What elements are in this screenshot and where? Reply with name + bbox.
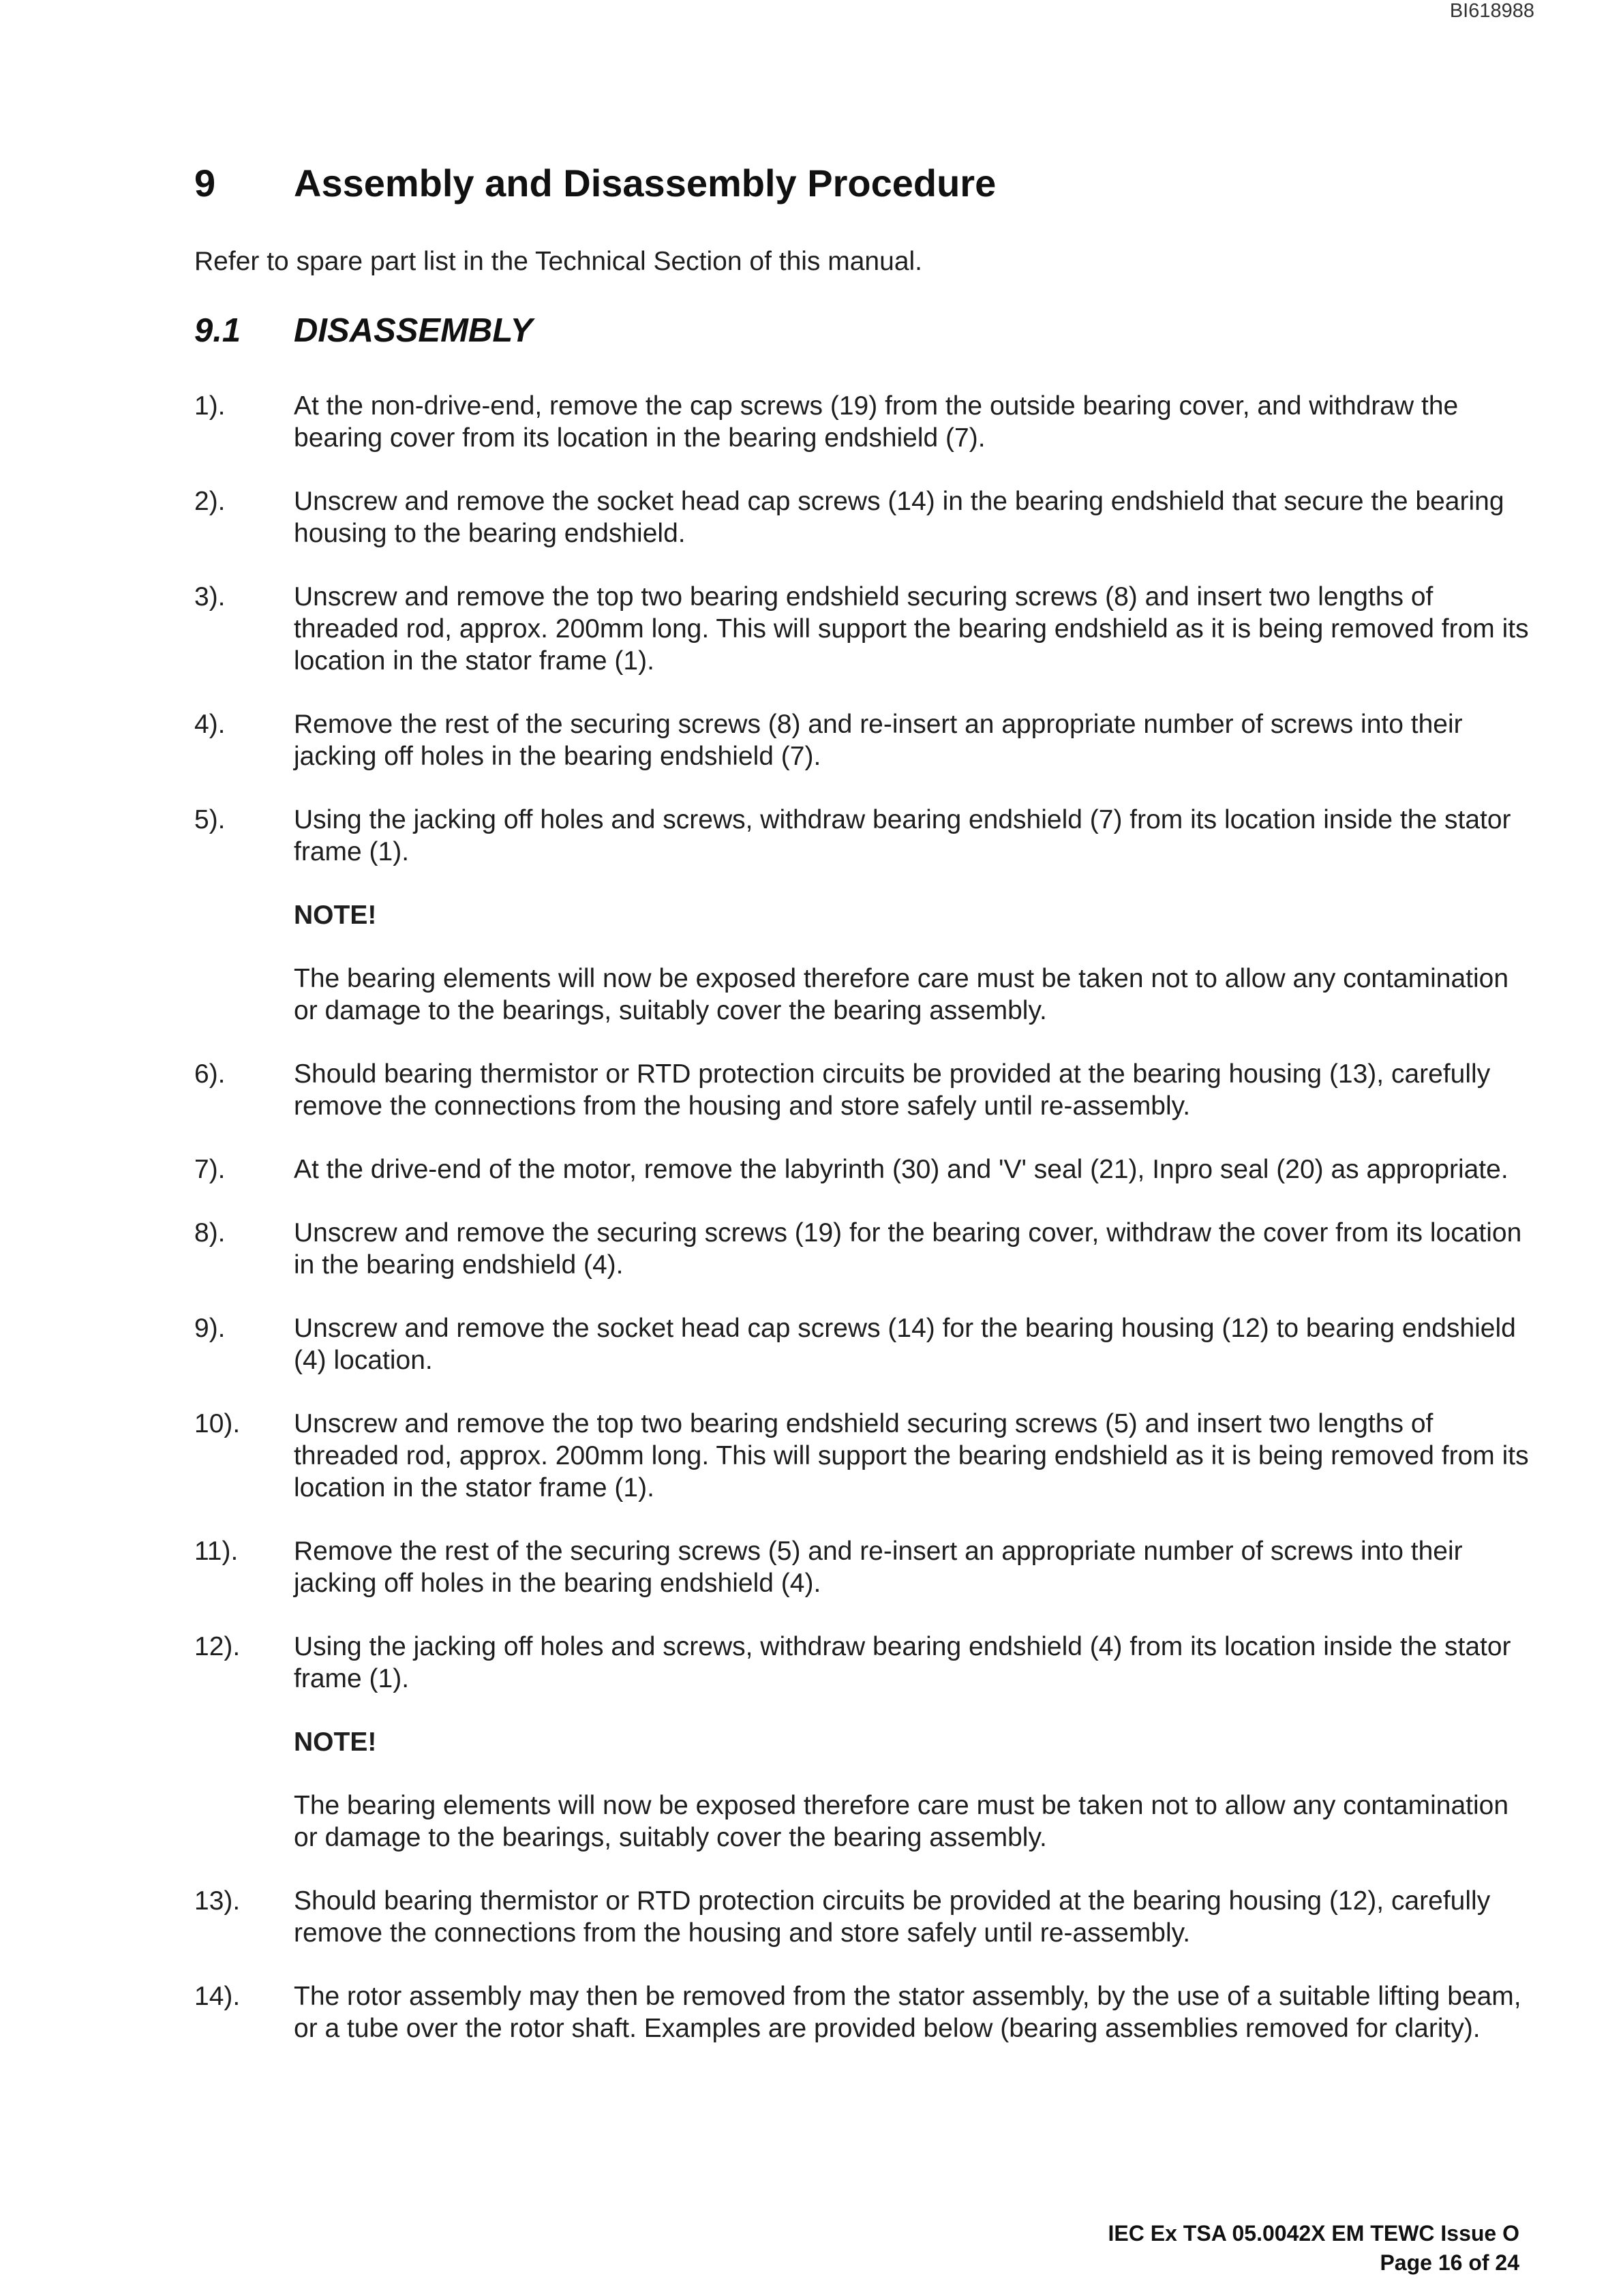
step-text: Unscrew and remove the top two bearing endshield securing screws (8) and insert two lengths of threaded rod, approx. 200mm long. This will support the bearing endshield as it is being removed from its location in the stator frame (1). [294,582,1529,676]
step-text: Should bearing thermistor or RTD protection circuits be provided at the bearing housing (12), carefully remove the connections from the housing and store safely until re-assembly. [294,1886,1491,1948]
note-block [294,1726,1530,1854]
disassembly-steps [194,390,1530,2076]
step-item [194,390,1530,454]
step-number: 13). [194,1886,241,1916]
step-item [194,1217,1530,1281]
step-text: Remove the rest of the securing screws (5) and re-insert an appropriate number of screws into their jacking off holes in the bearing endshield (4). [294,1537,1463,1598]
step-text: Unscrew and remove the securing screws (19) for the bearing cover, withdraw the cover from its location in the bearing endshield (4). [294,1218,1522,1280]
step-item [194,708,1530,772]
step-text: Remove the rest of the securing screws (8) and re-insert an appropriate number of screws into their jacking off holes in the bearing endshield (7). [294,710,1463,771]
step-text: Unscrew and remove the socket head cap screws (14) in the bearing endshield that secure the bearing housing to the bearing endshield. [294,487,1504,548]
step-item [194,1153,1530,1185]
step-text: Using the jacking off holes and screws, withdraw bearing endshield (4) from its location inside the stator frame (1). [294,1632,1511,1693]
section-number: 9 [194,162,216,205]
step-text: Unscrew and remove the top two bearing endshield securing screws (5) and insert two lengths of threaded rod, approx. 200mm long. This will support the bearing endshield as it is being removed from its location in the stator frame (1). [294,1409,1529,1502]
step-number: 11). [194,1537,239,1566]
subsection-title: DISASSEMBLY [294,312,533,349]
subsection-heading [194,312,532,350]
page-footer [1108,2219,1519,2278]
step-number: 4). [194,710,226,739]
step-number: 7). [194,1155,226,1184]
step-item [194,1312,1530,1376]
note-title: NOTE! [294,1727,377,1757]
step-number: 12). [194,1632,241,1661]
note-text: The bearing elements will now be exposed therefore care must be taken not to allow any contamination or damage to the bearings, suitably cover the bearing assembly. [294,1791,1509,1852]
step-item [194,1885,1530,1949]
note-title: NOTE! [294,901,377,930]
step-number: 2). [194,487,226,516]
note-block [294,899,1530,1027]
step-text: At the drive-end of the motor, remove the labyrinth (30) and 'V' seal (21), Inpro seal (20) as appropriate. [294,1155,1508,1184]
step-item [194,581,1530,677]
step-number: 5). [194,805,226,834]
step-item [194,485,1530,549]
step-text: Using the jacking off holes and screws, withdraw bearing endshield (7) from its location inside the stator frame (1). [294,805,1511,866]
step-number: 9). [194,1314,226,1343]
step-number: 1). [194,391,226,421]
section-title: Assembly and Disassembly Procedure [294,162,997,205]
step-text: The rotor assembly may then be removed from the stator assembly, by the use of a suitable lifting beam, or a tube over the rotor shaft. Examples are provided below (bearing assemblies removed for clarity). [294,1982,1521,2043]
step-item [194,804,1530,868]
footer-document-id: IEC Ex TSA 05.0042X EM TEWC Issue O [1108,2221,1519,2246]
step-item [194,1058,1530,1122]
step-number: 6). [194,1059,226,1089]
step-number: 3). [194,582,226,611]
subsection-number: 9.1 [194,312,241,349]
step-item [194,1980,1530,2044]
step-text: At the non-drive-end, remove the cap screws (19) from the outside bearing cover, and withdraw the bearing cover from its location in the bearing endshield (7). [294,391,1459,453]
step-text: Unscrew and remove the socket head cap screws (14) for the bearing housing (12) to bearing endshield (4) location. [294,1314,1516,1375]
note-text: The bearing elements will now be exposed therefore care must be taken not to allow any contamination or damage to the bearings, suitably cover the bearing assembly. [294,964,1509,1025]
footer-page-number: Page 16 of 24 [1380,2250,1519,2275]
step-item [194,1535,1530,1599]
step-item [194,1408,1530,1504]
step-number: 14). [194,1982,241,2011]
step-text: Should bearing thermistor or RTD protection circuits be provided at the bearing housing (13), carefully remove the connections from the housing and store safely until re-assembly. [294,1059,1491,1121]
step-number: 10). [194,1409,241,1438]
document-reference: BI618988 [1449,0,1534,22]
step-number: 8). [194,1218,226,1248]
section-heading [194,161,996,205]
step-item [194,1631,1530,1695]
section-intro: Refer to spare part list in the Technical Section of this manual. [194,247,923,276]
